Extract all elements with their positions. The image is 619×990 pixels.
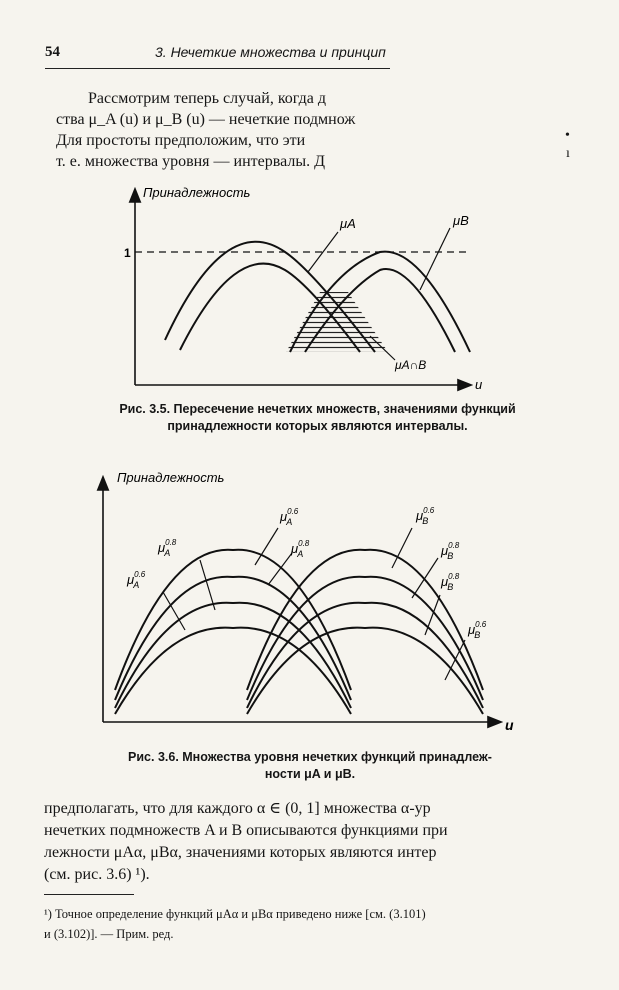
- footnote-divider: [44, 894, 134, 895]
- leader-line: [392, 528, 412, 568]
- figure-3-6-caption: [90, 749, 530, 783]
- label-mu-a-level: $\mu^{0.6}$ A: [280, 507, 299, 527]
- level-set-curve: [115, 603, 351, 708]
- level-set-curve: [115, 628, 351, 714]
- paragraph-line: Для простоты предположим, что эти: [56, 132, 306, 149]
- leader-line: [200, 560, 215, 610]
- paragraph-continued: [44, 798, 539, 886]
- caption-line: ности μA и μB.: [264, 767, 356, 781]
- footnote-line: и (3.102)]. — Прим. ред.: [44, 927, 174, 941]
- label-mu-b-level: $\mu^{0.8}$ B: [441, 572, 460, 592]
- y-axis-label: Принадлежность: [117, 470, 225, 485]
- margin-mark: •: [565, 128, 570, 143]
- x-axis-label: u: [475, 377, 483, 392]
- tick-one: 1: [124, 246, 131, 260]
- label-mu-a: μA: [340, 216, 356, 231]
- page-number: 54: [45, 44, 60, 60]
- paragraph-line: предполагать, что для каждого α ∈ (0, 1] множества α-ур: [44, 800, 431, 817]
- figure-3-5-caption: Рис. 3.5. Пересечение нечетких множеств, значениями функций принадлежности которых являются интервалы.: [119, 402, 516, 433]
- label-mu-b-level: $\mu^{0.6}$ B: [416, 506, 435, 526]
- label-mu-a-level: $\mu^{0.6}$ A: [127, 570, 146, 590]
- margin-mark: ı: [566, 146, 570, 161]
- label-mu-b-level: $\mu^{0.8}$ B: [441, 541, 460, 561]
- x-axis-label: u: [505, 717, 514, 733]
- curves-a: [115, 550, 351, 714]
- paragraph-line: т. е. множества уровня — интервалы. Д: [56, 153, 325, 170]
- level-set-curve: [247, 603, 483, 708]
- footnote-line: ¹) Точное определение функций μAα и μBα приведено ниже [см. (3.101): [44, 907, 426, 921]
- caption-line: Рис. 3.6. Множества уровня нечетких функций принадлеж-: [128, 750, 492, 764]
- paragraph-line: (см. рис. 3.6) ¹).: [44, 866, 150, 883]
- running-head: 3. Нечеткие множества и принцип: [155, 44, 386, 60]
- paragraph-line: ства μ_A (u) и μ_B (u) — нечеткие подмнож: [56, 111, 356, 128]
- paragraph-line: нечетких подмножеств A и B описываются функциями при: [44, 822, 448, 839]
- leader-line: [425, 595, 440, 635]
- y-axis-label: Принадлежность: [143, 185, 251, 200]
- footnote: [44, 904, 569, 944]
- leader-line: [268, 553, 292, 585]
- level-set-curve: [247, 550, 483, 690]
- level-set-curve: [247, 628, 483, 714]
- label-mu-a-level: $\mu^{0.8}$ A: [158, 538, 177, 558]
- paragraph-line: лежности μAα, μBα, значениями которых являются интер: [44, 844, 437, 861]
- label-mu-b-level: $\mu^{0.6}$ B: [468, 620, 487, 640]
- leader-line: [255, 528, 278, 565]
- label-mu-ab: μA∩B: [395, 358, 427, 372]
- level-set-curve: [115, 550, 351, 690]
- label-mu-a-level: $\mu^{0.8}$ A: [291, 539, 310, 559]
- paragraph-line: Рассмотрим теперь случай, когда д: [88, 90, 326, 107]
- label-mu-b: μB: [453, 213, 469, 228]
